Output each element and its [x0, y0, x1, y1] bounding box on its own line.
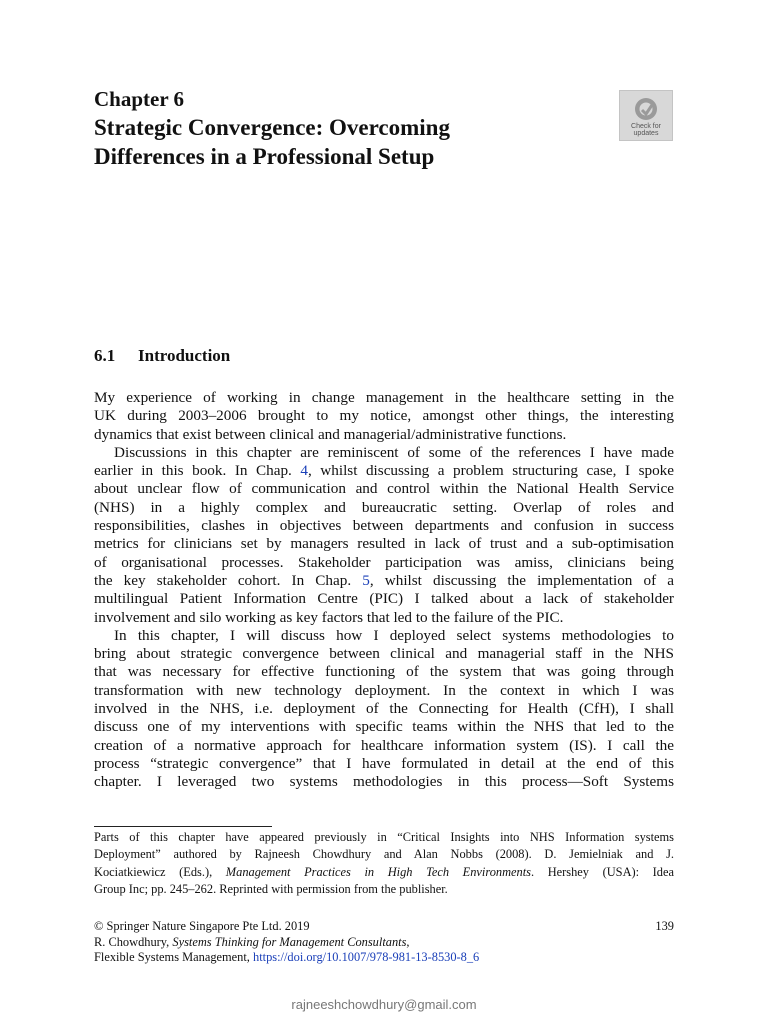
text-line: bring about strategic convergence between clinical and managerial staff in the NHS [94, 645, 674, 663]
text-line: In this chapter, I will discuss how I deployed select systems methodologies to [114, 626, 674, 644]
footnote-line: Deployment” authored by Rajneesh Chowdhury and Alan Nobbs (2008). D. Jemielniak and J. [94, 847, 674, 862]
copyright-row [94, 919, 674, 935]
footnote-divider [94, 826, 272, 827]
citation-line [94, 935, 674, 951]
text-fragment: , [406, 934, 410, 949]
text-line: (NHS) in a highly complex and bureaucratic setting. Overlap of roles and [94, 498, 674, 516]
citation-line [94, 950, 674, 966]
chapter-label: Chapter 6 [94, 87, 185, 111]
section-title: Introduction [138, 346, 231, 365]
section-heading [94, 345, 230, 367]
footnote-line: Parts of this chapter have appeared previously in “Critical Insights into NHS Information systems [94, 830, 674, 844]
text-line: involved in the NHS, i.e. deployment of the Connecting for Health (CfH), I shall [94, 700, 674, 718]
text-line: metrics for clinicians set by managers resulted in lack of trust and a sub-optimisation [94, 535, 674, 553]
text-fragment: , whilst discussing the implementation of a [369, 571, 675, 589]
text-fragment: Kociatkiewicz (Eds.), [94, 864, 226, 879]
badge-label: updates [633, 130, 659, 137]
section-number: 6.1 [94, 346, 116, 365]
text-fragment: earlier in this book. In Chap. [94, 462, 301, 480]
text-line [94, 462, 674, 480]
chapter-title-line: Strategic Convergence: Overcoming [94, 115, 450, 140]
text-fragment: the key stakeholder cohort. In Chap. [94, 571, 363, 589]
text-line: My experience of working in change management in the healthcare setting in the [94, 389, 674, 406]
chapter-5-link[interactable]: 5 [362, 571, 370, 589]
copyright-notice: © Springer Nature Singapore Pte Ltd. 2019 [94, 919, 310, 933]
text-line: creation of a normative approach for healthcare information system (IS). I call the [94, 736, 674, 754]
text-line: of organisational processes. Stakeholder participation was amiss, clinicians being [94, 553, 674, 571]
doi-link[interactable]: https://doi.org/10.1007/978-981-13-8530-8_6 [253, 950, 480, 964]
text-line: involvement and silo working as key factors that led to the failure of the PIC. [94, 608, 564, 626]
badge-label: Check for [631, 123, 661, 130]
watermark-email: rajneeshchowdhury@gmail.com [291, 997, 477, 1012]
chapter-title [94, 113, 564, 171]
text-line: multilingual Patient Information Centre (PIC) I talked about a lack of stakeholder [94, 590, 674, 608]
book-title: Management Practices in High Tech Environments [225, 864, 532, 879]
check-for-updates-badge[interactable] [619, 90, 673, 141]
text-line: UK during 2003–2006 brought to my notice, amongst other things, the interesting [94, 407, 674, 425]
copyright-block [94, 919, 674, 966]
text-line: chapter. I leveraged two systems methodologies in this process—Soft Systems [94, 773, 674, 791]
text-line: dynamics that exist between clinical and managerial/administrative functions. [94, 425, 567, 443]
text-fragment: , whilst discussing a problem structuring case, I spoke [307, 462, 674, 480]
text-line: transformation with new technology deployment. In the context in which I was [94, 681, 674, 699]
text-line: about unclear flow of communication and control within the National Health Service [94, 480, 674, 498]
page-number: 139 [655, 919, 674, 933]
check-for-updates-icon [633, 96, 659, 122]
chapter-4-link[interactable]: 4 [300, 462, 308, 480]
text-fragment: Flexible Systems Management, [94, 950, 253, 964]
footnote-line [94, 864, 674, 881]
footnote [94, 829, 674, 898]
body-text [94, 389, 674, 792]
text-line: responsibilities, clashes in objectives between departments and confusion in success [94, 517, 674, 535]
text-line: that was necessary for effective functioning of the system that was going through [94, 663, 674, 681]
text-line: process “strategic convergence” that I have formulated in detail at the end of this [94, 754, 674, 772]
text-fragment: R. Chowdhury, [94, 934, 173, 949]
footnote-line: Group Inc; pp. 245–262. Reprinted with permission from the publisher. [94, 881, 448, 896]
text-line: discuss one of my interventions with specific teams within the NHS that led to the [94, 718, 674, 736]
text-fragment: . Hershey (USA): Idea [531, 864, 674, 879]
text-line [94, 572, 674, 590]
chapter-title-line: Differences in a Professional Setup [94, 144, 435, 169]
book-title: Systems Thinking for Management Consultants [172, 934, 407, 949]
text-line: Discussions in this chapter are reminiscent of some of the references I have made [114, 443, 674, 461]
